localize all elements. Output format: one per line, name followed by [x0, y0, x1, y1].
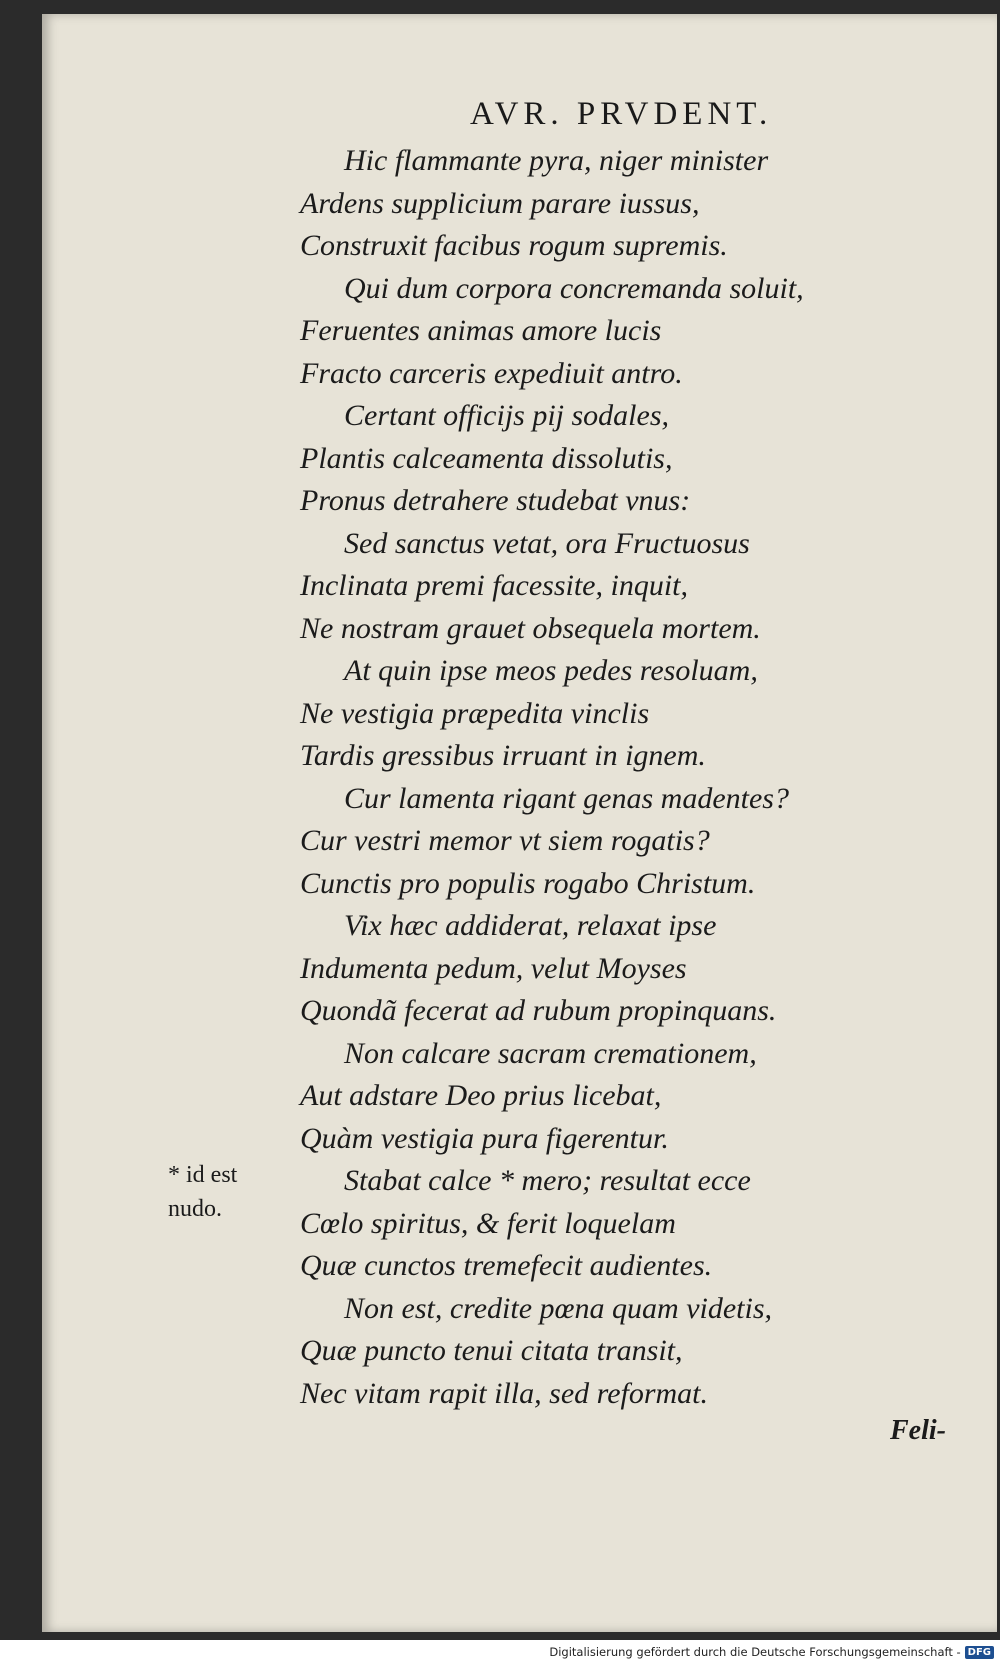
verse-line: Construxit facibus rogum supremis. [300, 229, 728, 262]
verse-line: Quondã fecerat ad rubum propinquans. [300, 994, 777, 1027]
verse-line: Cœlo spiritus, & ferit loquelam [300, 1206, 676, 1240]
verse-line: Inclinata premi facessite, inquit, [300, 569, 688, 602]
verse-line: Hic flammante pyra, niger minister [344, 144, 769, 177]
bleed-through-text [875, 154, 985, 1434]
verse-line: Plantis calceamenta dissolutis, [300, 441, 673, 475]
verse-line: Fracto carceris expediuit antro. [300, 356, 683, 390]
verse-line: Quæ puncto tenui citata transit, [300, 1334, 683, 1367]
footer-credit: Digitalisierung gefördert durch die Deutsche Forschungsgemeinschaft - [549, 1645, 961, 1659]
digitization-footer [0, 1640, 1000, 1665]
running-head: AVR. PRVDENT. [470, 96, 773, 132]
marginal-note: * id est nudo. [168, 1162, 238, 1222]
verse-line: Aut adstare Deo prius licebat, [300, 1079, 662, 1112]
verse-line: Sed sanctus vetat, ora Fructuosus [344, 526, 750, 560]
verse-line: Certant officijs pij sodales, [344, 399, 670, 432]
verse-list [300, 140, 860, 1415]
dfg-logo-icon: DFG [965, 1646, 994, 1659]
verse-line: Feruentes animas amore lucis [300, 314, 662, 347]
verse-line: Nec vitam rapit illa, sed reformat. [300, 1376, 709, 1410]
verse-line: Ne vestigia præpedita vinclis [300, 696, 650, 730]
verse-line: Non est, credite pœna quam videtis, [344, 1291, 772, 1325]
verse-line: Indumenta pedum, velut Moyses [300, 951, 687, 985]
verse-line: At quin ipse meos pedes resoluam, [344, 654, 758, 687]
verse-line: Quàm vestigia pura figerentur. [300, 1121, 669, 1155]
verse-line: Qui dum corpora concremanda soluit, [344, 271, 804, 305]
verse-line: Pronus detrahere studebat vnus: [300, 484, 691, 517]
verse-line: Vix hæc addiderat, relaxat ipse [344, 909, 717, 942]
verse-line: Stabat calce * mero; resultat ecce [344, 1164, 751, 1197]
verse-line: Ne nostram grauet obsequela mortem. [300, 611, 761, 645]
verse-line: Quæ cunctos tremefecit audientes. [300, 1249, 713, 1282]
verse-line: Cur vestri memor vt siem rogatis? [300, 824, 710, 857]
verse-line: Ardens supplicium parare iussus, [300, 186, 700, 220]
verse-line: Non calcare sacram cremationem, [344, 1036, 757, 1070]
catchword: Feli- [890, 1415, 946, 1446]
verse-line: Cur lamenta rigant genas madentes? [344, 781, 789, 815]
verse-line: Cunctis pro populis rogabo Christum. [300, 866, 756, 900]
verse-line: Tardis gressibus irruant in ignem. [300, 739, 706, 772]
